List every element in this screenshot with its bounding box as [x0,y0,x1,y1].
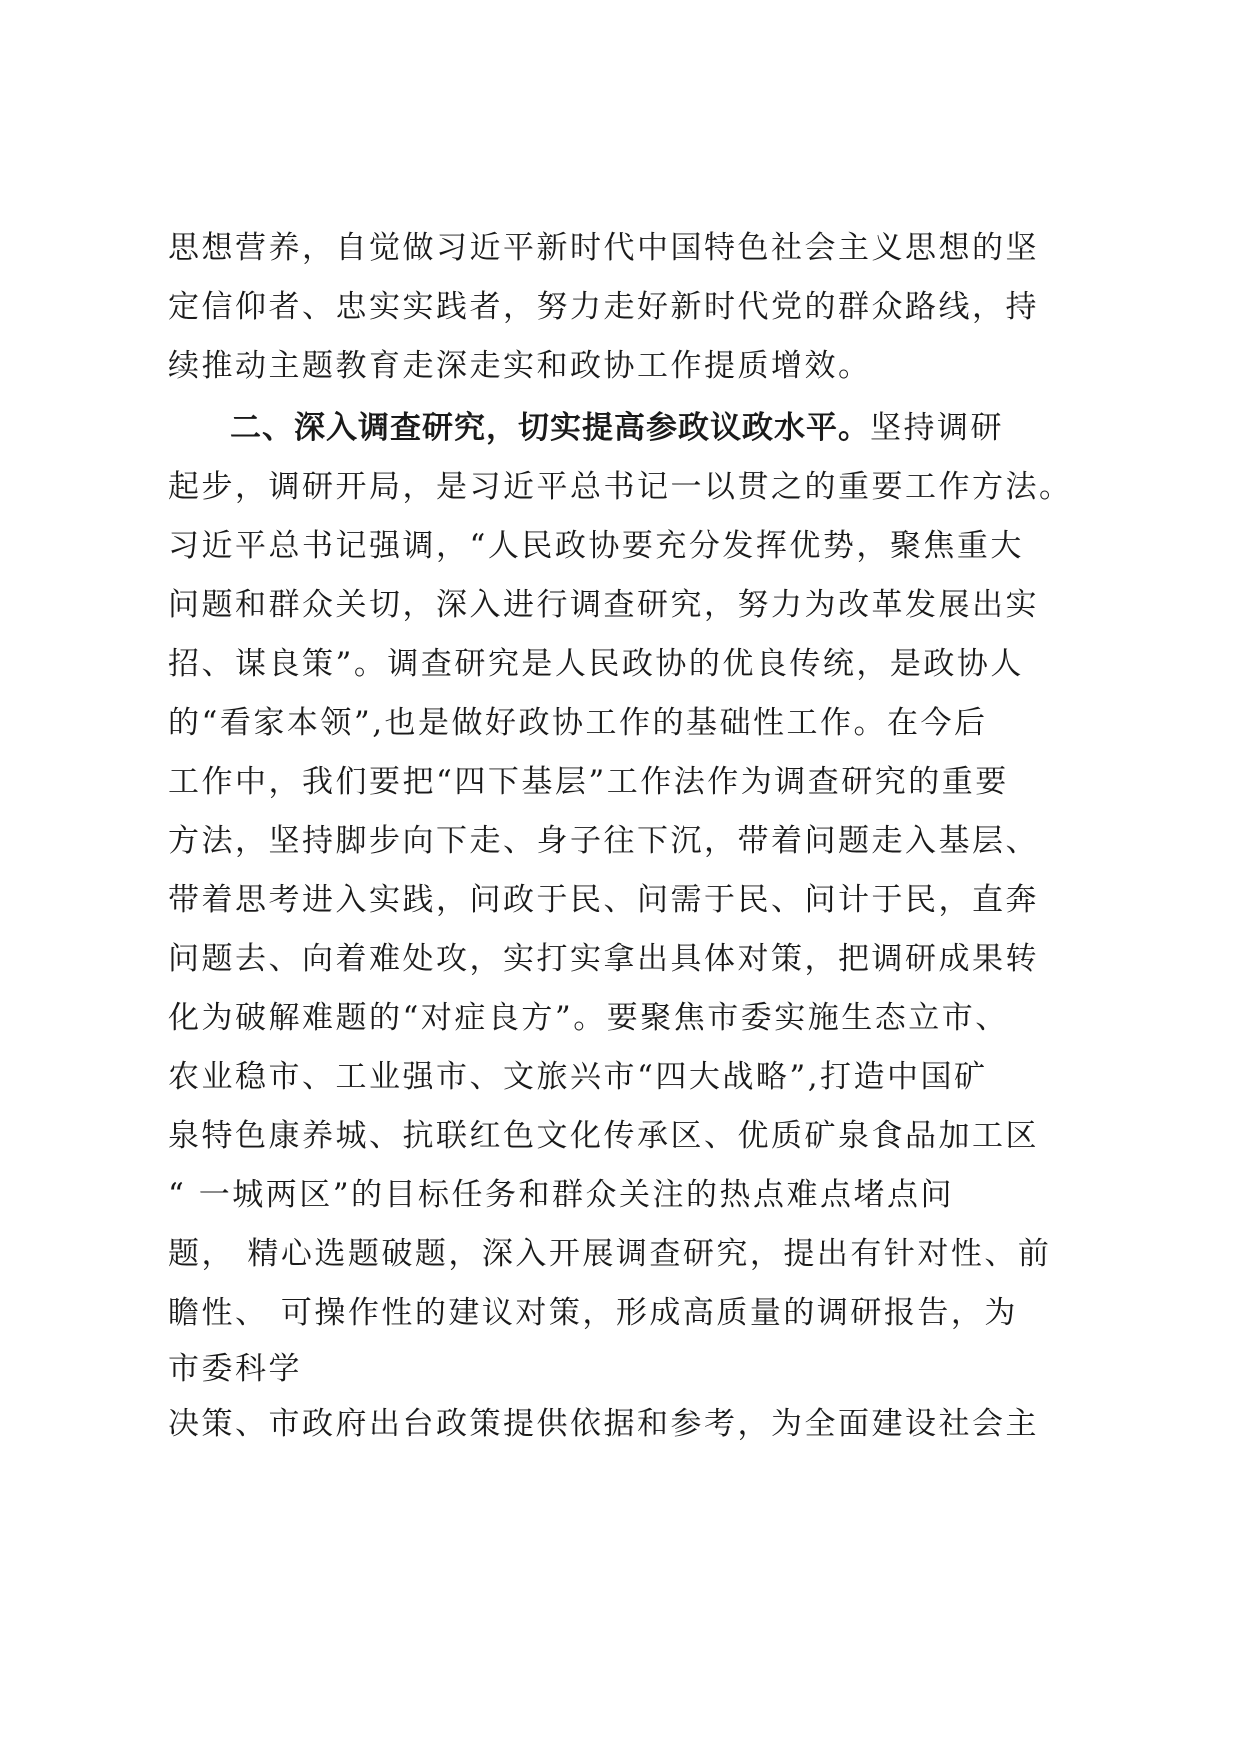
section-heading: 二、深入调查研究，切实提高参政议政水平。 [230,410,870,446]
paragraph-line: 问题和群众关切，深入进行调查研究，努力为改革发展出实 [168,587,1039,623]
paragraph-line: 的“看家本领”,也是做好政协工作的基础性工作。在今后 [168,705,988,741]
paragraph-line: 题， 精心选题破题，深入开展调查研究，提出有针对性、前 [168,1236,1052,1272]
paragraph-continuation [168,219,1078,396]
paragraph-line: “ 一城两区”的目标任务和群众关注的热点难点堵点问 [168,1177,955,1213]
paragraph-line: 定信仰者、忠实实践者，努力走好新时代党的群众路线，持 [168,289,1039,325]
paragraph-line: 带着思考进入实践，问政于民、问需于民、问计于民，直奔 [168,882,1039,918]
paragraph-line: 决策、市政府出台政策提供依据和参考，为全面建设社会主 [168,1406,1039,1442]
paragraph-line: 起步，调研开局，是习近平总书记一以贯之的重要工作方法。 [168,469,1073,505]
paragraph-line: 续推动主题教育走深走实和政协工作提质增效。 [168,348,872,384]
paragraph-line: 方法，坚持脚步向下走、身子往下沉，带着问题走入基层、 [168,823,1039,859]
paragraph-line: 招、谋良策”。调查研究是人民政协的优良传统，是政协人 [168,646,1024,682]
paragraph-line: 市委科学 [168,1351,302,1387]
paragraph-line: 瞻性、 可操作性的建议对策，形成高质量的调研报告，为 [168,1295,1018,1331]
paragraph-line: 泉特色康养城、抗联红色文化传承区、优质矿泉食品加工区 [168,1118,1039,1154]
paragraph-line: 农业稳市、工业强市、文旅兴市“四大战略”,打造中国矿 [168,1059,988,1095]
paragraph-line: 思想营养，自觉做习近平新时代中国特色社会主义思想的坚 [168,230,1039,266]
paragraph-line: 习近平总书记强调，“人民政协要充分发挥优势，聚焦重大 [168,528,1024,564]
paragraph-line: 化为破解难题的“对症良方”。要聚焦市委实施生态立市、 [168,1000,1009,1036]
paragraph-line: 问题去、向着难处攻，实打实拿出具体对策，把调研成果转 [168,941,1039,977]
first-line-rest: 坚持调研 [870,410,1004,446]
section-two-first-line [168,399,1078,458]
paragraph-line: 工作中，我们要把“四下基层”工作法作为调查研究的重要 [168,764,1009,800]
section-two-paragraph [168,399,1078,1454]
